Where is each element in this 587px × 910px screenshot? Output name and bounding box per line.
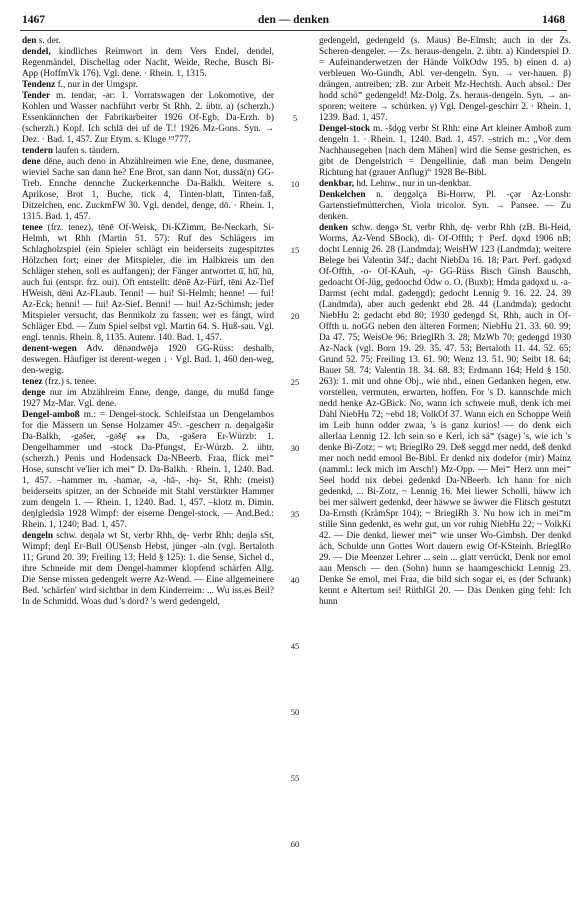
entry-dengeln-cont: gedengeld, gedengeld (s. Maus) Be-Elmsh; auch in der Zs. Scheren-dengeler. — Zs. heraus-dengeln. 2. übtr. a) Kinderspiel D. = Aufeinanderwetzen der Hände VolkOdw 195. b) einen d. a) verbleuen Wo-Gundh, Abl. ver-dengeln. Syn. → ver-hauen. β) drängen, antreiben; zB. zur Arbeit Mz-Hechtsh. Auch absol.: Der hodd schö⁼ gedengeld! Mz-Dolg. Zs. heraus-dengeln. Syn. → an-sporen; weitere → schürken. γ) Vgl. Dengel-geschirr 2. · Rhein. 1, 1239. Bad. 1, 457. bbox=[319, 36, 571, 123]
line-number: 35 bbox=[290, 509, 300, 519]
running-head: den — denken bbox=[258, 14, 329, 26]
entry-dene: dene dēne, auch deno in Abzählreimen wie Ene, dene, dusmanee, wieviel Sache san dann he? Ene Brot, san dann Not, dussā(n) GG-Treb. Ennche dennche Zuckerkennche Da-Balkh. Weitere s. Aprikose, Brot 1, Buche, tick 4, Tinten-blatt, Tinten-faß, Ditzelchen, enc. ZuckmFW 30. Vgl. dendel, denge, dō. · Rhein. 1, 1315. Bad. 1, 457. bbox=[22, 157, 274, 222]
entry-denge: denge nur im Abzählreim Enne, denge, dange, du mußd fange 1927 Mz-Mar. Vgl. dene. bbox=[22, 388, 274, 409]
line-number: 10 bbox=[290, 179, 300, 189]
entry-denken: denken schw. deŋgə St, verbr Rhh, dę- verbr Rhh (zB. Bi-Heid, Worms, Az-Vend SBock), di- Of-Offth; † Perf. dǫxd 1906 nB; docht Lennig 26. 28 (Landmda); WeisHW 123 (Landmda); weitere Belege bei Valentin 34f.; dacht NiebDa 16. 18; Part. Perf. gədǫxd Of-Offth, -o- Of-KAuh, -ǫ- GG-Rüss Bisch Ginsh Bauschh, gedoacht Of-Jüg, gedoochd Odw o. O. (Buxb); Hmda gədǫxd u. -a- Darmst (echt mdal. gədeŋgd); gedocht Lennig 9. 16. 22. 24. 39 (Landmda), aber auch gedenkt ebd 28. 44 (Landmda); gedocht NiebHu 2; gedacht ebd 80; 1930 gedeŋgd St, Rhh, auch in Of-Offth u. noGG neben den älteren Formen; NiebHu 21. 33. 60. 99; Da 47. 75; WeisOe 96; BrieglRh 3. 28; MzWb 70; gedeŋgd 1930 Az-Nack (vgl. Born 19. 29. 35. 47. 53; Bertaloth 11. 44. 52. 65; Grund 52. 75; Freiling 13. 61. 90; Wenz 13. 51. 90; Seibt 18. 64; Bauer 58. 74; Valentin 18. 34. 68. 83; Erdmann 164; Held § 150. 263): 1. mit und ohne Obj., wie nhd., einen Gedanken hegen, etw. vorstellen, vermuten, erwarten, hoffen. For 's D. kannschde mich nedd henke Az-GBick. No, wann ich schweie muß, denk ich mei Dahl NiebHu 72; ~ebd 18; VolkOf 37. Wann eich en Schoppe Weiñ im Leib hunn odder zwaa, 's is ganz kurios! — do denk eich allerlaa Lennig 12. Ich sein so e Kerl, ich sä⁼ (sage) 's, wie ich 's denke Bi-Zotz; ~ wt; BrieglRo 29. Deß seggd mer nedd, deß denkd mer noch nedd emool Be-Bibl. Er denkd nix dodefor (mir) Mainz (namml.: leck mich im Arsch!) Mz-Opp. — Mei⁼ Herz unn mei⁼ Seel hodd nix debei gedenkd Da-NBeerb. Ich hann for nich gedenkd, ... Bi-Zotz, ~ Lennig 16. Mei liewer Scholli, häww ich bei mer sälwert gedenkd, deer häwwe se äwwer die Flitsch gestutzt Da-Ernsth (KrämSpr 104); ~ BrieglRh 3. Nu how ich in mei⁼m stille Sinn gedenkt, es wehr gut, un vor ruhig NiebHu 22; ~ VolkKi 42. — Die denkd, liewer mei⁼ wie unser Wo-Gimbsh. Der denkd äch, Schulde unn Gottes Wort dauern ewig Of-KSteinh. BrieglRo 29. — Die Meenzer Lehrer ... sein ... glatt verrückt, Denk nor emol aan Mensch — den (Sohn) hunn se haamgeschickt Lennig 23. Denke Se emol, mei Fraa, die bild sich sogar ei, es (der Schrank) kennt e Altertum sei! RüthlGl 20. — Das Denken ging fehl: Ich hunn bbox=[319, 223, 571, 607]
left-column bbox=[22, 36, 274, 608]
right-column bbox=[319, 36, 571, 608]
entry-tendenz: Tendenz f., nur in der Umgspr. bbox=[22, 80, 138, 90]
running-header bbox=[22, 12, 565, 32]
line-number: 50 bbox=[290, 707, 300, 717]
entry-tender: Tender m. tendər, -ər: 1. Vorratswagen der Lokomotive, der Kohlen und Wasser nachführt verbr St Rhh. 2. übtr. a) (scherzh.) Essenkännchen der Fabrikarbeiter 1926 Of-Egb, Da-Erzh. b) (scherzh.) Kopf. Ich schlā dei uf de T.! 1926 Mz-Gons. Syn. → Dez. · Bad. 1, 457. Zur Etym. s. Kluge ¹⁹777. bbox=[22, 91, 274, 145]
entry-dengel-amboss: Dengel-amboß m.: = Dengel-stock. Schleifstaa un Dengelambos for die Mässern un Sense Holzamer 45ᵇ. -gescherr n. deŋəlgəšir Da-Balkh, -gəšer, -gəšę̄ ⁎⁎ Da, -gəšerə Er-Würzb: 1. Dengelhammer und -stock Da-Pfungst, Er-Würzb. 2. übtr. (scherzh.) Penis und Hodensack Da-NBeerb. Fraa, flick mei⁼ Hose, sunscht ve'lier ich mei⁼ D. Da-Balkh. · Rhein. 1, 1240. Bad. 1, 457. –hammer m. -hamər, -ə, -hā-, -hǫ- St, Rhh: (meist) beiderseits spitzer, an der Schneide mit Stahl verstärkter Hammer zum dengeln 1. — Rhein. 1, 1240. Bad. 1, 457. –klotz m. Dimin. deŋlgledslə 1928 Wimpf: der eiserne Dengel-stock. — And.Bed.: Rhein. 1, 1240; Bad. 1, 457. bbox=[22, 410, 274, 530]
entry-dendel: dendel, kindliches Reimwort in dem Vers Endel, dendel, Regenmändel, Dischellag oder Nacht, Weide, Reche, Busch Bi-App (HoffmVk 176). Vgl. dene. · Rhein. 1, 1315. bbox=[22, 47, 274, 79]
page-number-right: 1468 bbox=[542, 14, 565, 26]
page-number-left: 1467 bbox=[22, 14, 45, 26]
line-number: 55 bbox=[290, 773, 300, 783]
line-number: 20 bbox=[290, 311, 300, 321]
line-number: 15 bbox=[290, 245, 300, 255]
entry-tenee: tenee (frz. tenez), tēnē Of-Weisk, Di-KZimm, Be-Neckarh, Si-Helmh, wt Rhh (Martin 51. 57): Ruf des Schlägers im Schlagholzspiel (ein Spieler schlägt ein beiderseits zugespitztes Hölzchen fort; einer der Mitspieler, die im Halbkreis um den Schläger stehen, soll es auffangen); der Fänger antwortet ū̄, hū̄, hū, auch fui (entspr. frz. oui). Oft entstellt: dēnē Az-Fürf, tēni Az-Tief HWeish, dēni Az-FLaub. Tenni! — hui! Si-Helmh; henne! — fui! Az-Eck; henni! — fui! Az-Sief. Benni! — hui! Az-Schimsh; jeder Mitspieler versucht, das Bennikolz zu fassen; wer es fängt, wird Schläger Ebd. — Zum Spiel selbst vgl. Martin 64. S. Huß-sau. Vgl. engl. tennis. Rhein. 8, 1135. Autenr. 140. Bad. 1, 457. bbox=[22, 223, 274, 343]
line-number: 60 bbox=[290, 839, 300, 849]
line-number: 5 bbox=[292, 113, 298, 123]
entry-dengeln: dengeln schw. deŋələ wt St, verbr Rhh, dę- verbr Rhh; deŋlə sSt, Wimpf; deŋl Er-Bull OUSensb Hebst, jünger -əln (vgl. Bertaloth 11; Grund 20. 39; Freiling 13; Held § 125): 1. die Sense, Sichel d., ihre Schneide mit dem Dengel-hammer klopfend schärfen Allg. Die Sense missen gedengelt werre Az-Wend. — Eine allgemeinere Bed. 'schärfen' wird sichtbar in dem Kinderreim: ... Wu iss.es Beil? In de Schmidd. Woas dud 's dord? 's werd gedengeld, bbox=[22, 531, 274, 607]
entry-denkelchen: Denkelchen n. deŋgəlçə Bi-Horrw, Pl. -çər Az-Lonsh: Gartenstiefmütterchen, Viola tricolor. Syn. → Pansee. — Zu denken. bbox=[319, 190, 571, 222]
entry-denent-wegen: denent-wegen Adv. dēnəndwējə 1920 GG-Rüss: deshalb, deswegen. Häufiger ist derent-wegen ↓ · Vgl. Bad. 1, 460 den-weg, den-wegig. bbox=[22, 344, 274, 376]
entry-den: den s. der. bbox=[22, 36, 61, 46]
line-number: 25 bbox=[290, 377, 300, 387]
entry-tenez: tenez (frz.) s. tenee. bbox=[22, 377, 97, 387]
entry-denkbar: denkbar, hd. Lehnw., nur in un-denkbar. bbox=[319, 179, 471, 189]
entry-dengel-stock: Dengel-stock m. -šdǫg verbr St Rhh: eine Art kleiner Amboß zum dengeln 1. · Rhein. 1, 1240. Bad. 1, 457. –strich m.: „Vor dem Nachhausegehen [nach dem Mähen] wird die Sense gestrichen, es gibt de Dengelstrich = Dengellinie, daß man beim Dengeln Richtung hat (grauer Anflug)“ 1928 Be-Bibl. bbox=[319, 124, 571, 178]
header-rule bbox=[20, 30, 567, 31]
line-number: 30 bbox=[290, 443, 300, 453]
entry-tendern: tendern laufen s. tändern. bbox=[22, 146, 120, 156]
line-number: 40 bbox=[290, 575, 300, 585]
line-number: 45 bbox=[290, 641, 300, 651]
